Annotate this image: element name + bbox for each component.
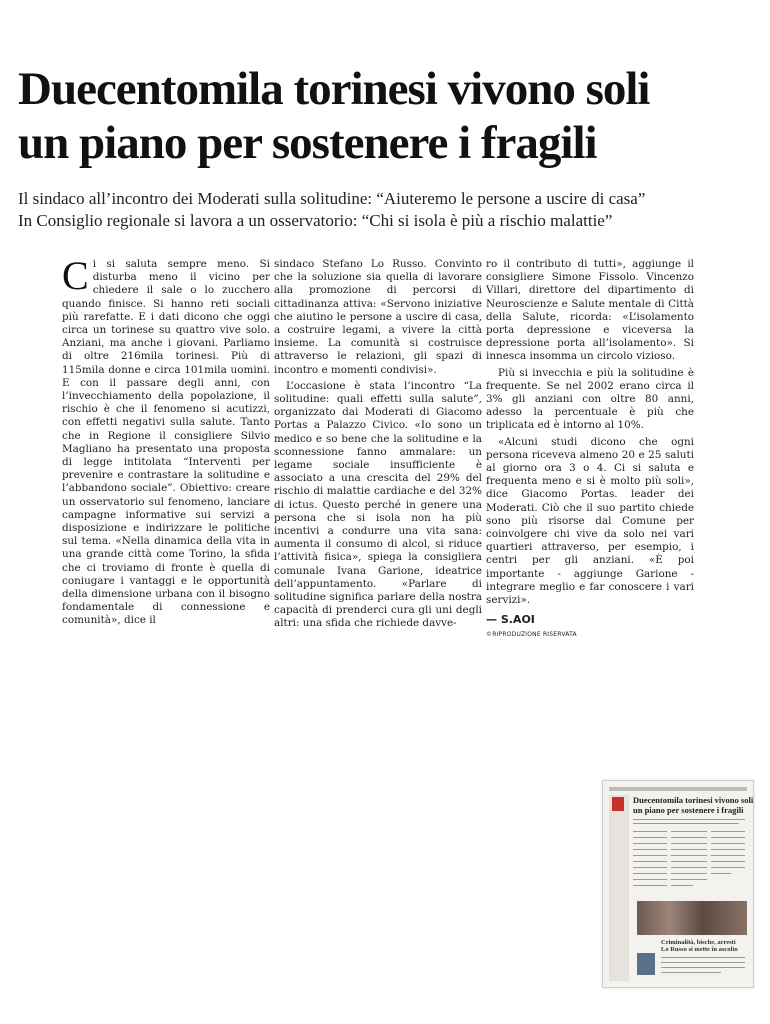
thumbnail-text-line <box>671 885 693 886</box>
thumbnail-text-line <box>671 831 707 832</box>
thumbnail-text-line <box>661 962 745 963</box>
thumbnail-caption: Criminalità, bische, arresti Lo Russo si mette in ascolto <box>661 939 738 953</box>
page-thumbnail[interactable] <box>602 780 754 988</box>
thumbnail-text-line <box>633 823 739 824</box>
thumbnail-text-line <box>633 819 745 820</box>
thumbnail-text-line <box>711 831 745 832</box>
thumbnail-title-line-2: un piano per sostenere i fragili <box>633 805 744 815</box>
thumbnail-text-line <box>711 849 745 850</box>
thumbnail-text-line <box>661 972 721 973</box>
thumbnail-text-line <box>661 967 745 968</box>
thumbnail-text-line <box>671 873 707 874</box>
thumbnail-text-line <box>671 867 707 868</box>
thumbnail-text-line <box>633 879 667 880</box>
thumbnail-text-line <box>633 843 667 844</box>
headline-line-2: un piano per sostenere i fragili <box>18 117 597 169</box>
thumbnail-text-line <box>633 867 667 868</box>
subheadline-line-2: In Consiglio regionale si lavora a un osservatorio: “Chi si isola è più a rischio malattie” <box>18 211 613 230</box>
article-paragraph: L’occasione è stata l’incontro “La solitudine: quali effetti sulla salute”, organizzato dai Moderati di Giacomo Portas a Palazzo Civico. «Io sono un medico e so bene che la solitudine e la sconnessione fanno ammalare: un legame sociale insufficiente è associato a una crescita del 29% del rischio di malattie cardiache e del 32% di ictus. Questo perché in genere una persona che si isola non ha più incentivi a condurre una vita sana: aumenta il consumo di alcol, si riduce l’attività fisica», spiega la consigliera comunale Ivana Garione, ideatrice dell’appuntamento. «Parlare di solitudine significa parlare della nostra capacità di prenderci cura gli uni degli altri: una sfida che richiede davve- <box>274 379 482 630</box>
thumbnail-text-line <box>711 867 745 868</box>
thumbnail-text-line <box>711 855 745 856</box>
headline-line-1: Duecentomila torinesi vivono soli <box>18 63 650 115</box>
article-paragraph: sindaco Stefano Lo Russo. Convinto che la soluzione sia quella di lavorare alla promozione di percorsi di cittadinanza attiva: «Servono iniziative che aiutino le persone a uscire di casa, a costruire legami, a vivere la città insieme. La comunità si costruisce attraverso le relazioni, gli spazi di incontro e momenti condivisi». <box>274 258 482 376</box>
thumbnail-sidebar-photo <box>612 797 624 811</box>
headline <box>18 62 753 170</box>
thumbnail-text-line <box>671 843 707 844</box>
thumbnail-photo <box>637 901 747 935</box>
thumbnail-text-line <box>633 885 667 886</box>
thumbnail-text-line <box>633 861 667 862</box>
article-column-3 <box>486 258 694 642</box>
thumbnail-sidebar <box>609 795 629 981</box>
thumbnail-text-line <box>661 957 745 958</box>
thumbnail-header-bar <box>609 787 747 791</box>
subheadline-line-1: Il sindaco all’incontro dei Moderati sulla solitudine: “Aiuteremo le persone a uscire di casa” <box>18 189 646 208</box>
drop-cap: C <box>62 253 89 298</box>
thumbnail-title-line-1: Duecentomila torinesi vivono soli <box>633 795 754 805</box>
thumbnail-text-line <box>711 861 745 862</box>
article-column-2 <box>274 258 482 631</box>
thumbnail-text-line <box>633 837 667 838</box>
thumbnail-text-line <box>671 837 707 838</box>
thumbnail-text-line <box>711 843 745 844</box>
copyright-notice: ©RIPRODUZIONE RISERVATA <box>486 631 577 639</box>
article-paragraph: «Alcuni studi dicono che ogni persona riceveva almeno 20 e 25 saluti al giorno ora 3 o 4. Ci si saluta e frequenta meno e si è molto più soli», dice Giacomo Portas. leader dei Moderati. Ciò che il suo partito chiede sono più risorse dal Comune per coinvolgere chi vive da solo nei vari quartieri attraverso, per esempio, i centri per gli anziani. «È poi importante - aggiunge Garione - integrare meglio e far conoscere i vari servizi». <box>486 435 694 607</box>
thumbnail-text-line <box>671 849 707 850</box>
subheadline <box>18 188 758 232</box>
thumbnail-text-line <box>633 855 667 856</box>
thumbnail-text-line <box>671 879 707 880</box>
article-paragraph: ro il contributo di tutti», aggiunge il consigliere Simone Fissolo. Vincenzo Villari, direttore del dipartimento di Neuroscienze e Salute mentale di Città della Salute, ricorda: «L’isolamento porta depressione e viceversa la depressione porta all’isolamento». Si innesca insomma un circolo vizioso. <box>486 258 694 363</box>
article-column-1 <box>62 253 270 628</box>
article-paragraph: Ci si saluta sempre meno. Si disturba meno il vicino per chiedere il sale o lo zucchero quando finisce. Si hanno reti sociali più rarefatte. E i dati dicono che oggi circa un torinese su quattro vive solo. Anziani, ma anche i giovani. Parliamo di oltre 216mila torinesi. Più di 115mila donne e circa 101mila uomini. E con il passare degli anni, con l’invecchiamento della popolazione, il rischio è che il fenomeno si acutizzi, con effetti negativi sulla salute. Tanto che in Regione il consigliere Silvio Magliano ha presentato una proposta di legge intitolata “Interventi per prevenire e contrastare la solitudine e l’abbandono sociale”. Obiettivo: creare un osservatorio sul fenomeno, lanciare campagne informative sui servizi a disposizione e indirizzare le politiche sul tema. «Nella dinamica della vita in una grande città come Torino, la sfida che ci troviamo di fronte è quella di coniugare i vantaggi e le opportunità della dimensione urbana con il bisogno fondamentale di connessione e comunità», dice il <box>62 253 270 627</box>
thumbnail-text-line <box>711 837 745 838</box>
thumbnail-text-line <box>671 861 707 862</box>
article-paragraph: Più si invecchia e più la solitudine è frequente. Se nel 2002 erano circa il 3% gli anziani con oltre 80 anni, adesso la percentuale è più che triplicata ed è intorno al 10%. <box>486 366 694 432</box>
thumbnail-text-line <box>633 849 667 850</box>
thumbnail-text-line <box>671 855 707 856</box>
thumbnail-portrait <box>637 953 655 975</box>
author-signature: — S.AOI <box>486 613 535 627</box>
thumbnail-title <box>633 795 754 815</box>
thumbnail-text-line <box>633 873 667 874</box>
thumbnail-text-line <box>633 831 667 832</box>
thumbnail-text-line <box>711 873 731 874</box>
